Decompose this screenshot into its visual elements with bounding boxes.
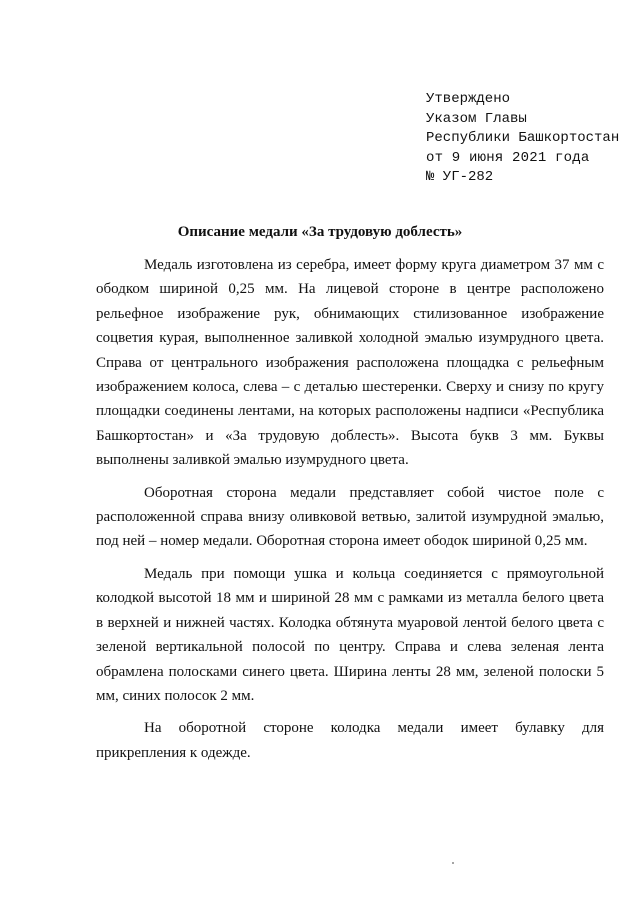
approval-date: от 9 июня 2021 года — [426, 149, 590, 166]
document-body — [96, 253, 604, 769]
scan-speck — [452, 862, 454, 864]
approval-heading: Утверждено — [426, 91, 511, 107]
document-title: Описание медали «За трудовую доблесть» — [177, 224, 463, 240]
approval-authority: Указом Главы — [426, 110, 527, 127]
approval-number: № УГ-282 — [426, 169, 494, 185]
approval-republic: Республики Башкортостан — [426, 130, 620, 146]
paragraph-ribbon-block: Медаль при помощи ушка и кольца соединяется с прямоугольной колодкой высотой 18 мм и шириной 28 мм с рамками из металла белого цвета в верхней и нижней частях. Колодка обтянута муаровой лентой белого цвета с зеленой вертикальной полосой по центру. Справа и слева зеленая лента обрамлена полосками синего цвета. Ширина ленты 28 мм, зеленой полоски 5 мм, синих полосок 2 мм. — [96, 565, 604, 704]
approval-stamp — [426, 90, 631, 188]
paragraph-front-side: Медаль изготовлена из серебра, имеет форму круга диаметром 37 мм с ободком шириной 0,25 мм. На лицевой стороне в центре расположено рельефное изображение рук, обнимающих стилизованное изображение соцветия курая, выполненное заливкой холодной эмалью изумрудного цвета. Справа от центрального изображения расположена площадка с рельефным изображением колоса, слева – с деталью шестеренки. Сверху и снизу по кругу площадки соединены лентами, на которых расположены надписи «Республика Башкортостан» и «За трудовую доблесть». Высота букв 3 мм. Буквы выполнены заливкой эмалью изумрудного цвета. — [96, 257, 604, 469]
paragraph-pin: На оборотной стороне колодка медали имеет булавку для прикрепления к одежде. — [96, 720, 604, 761]
paragraph-reverse-side: Оборотная сторона медали представляет собой чистое поле с расположенной справа внизу оливковой ветвью, залитой изумрудной эмалью, под ней – номер медали. Оборотная сторона имеет ободок шириной 0,25 мм. — [96, 484, 604, 550]
